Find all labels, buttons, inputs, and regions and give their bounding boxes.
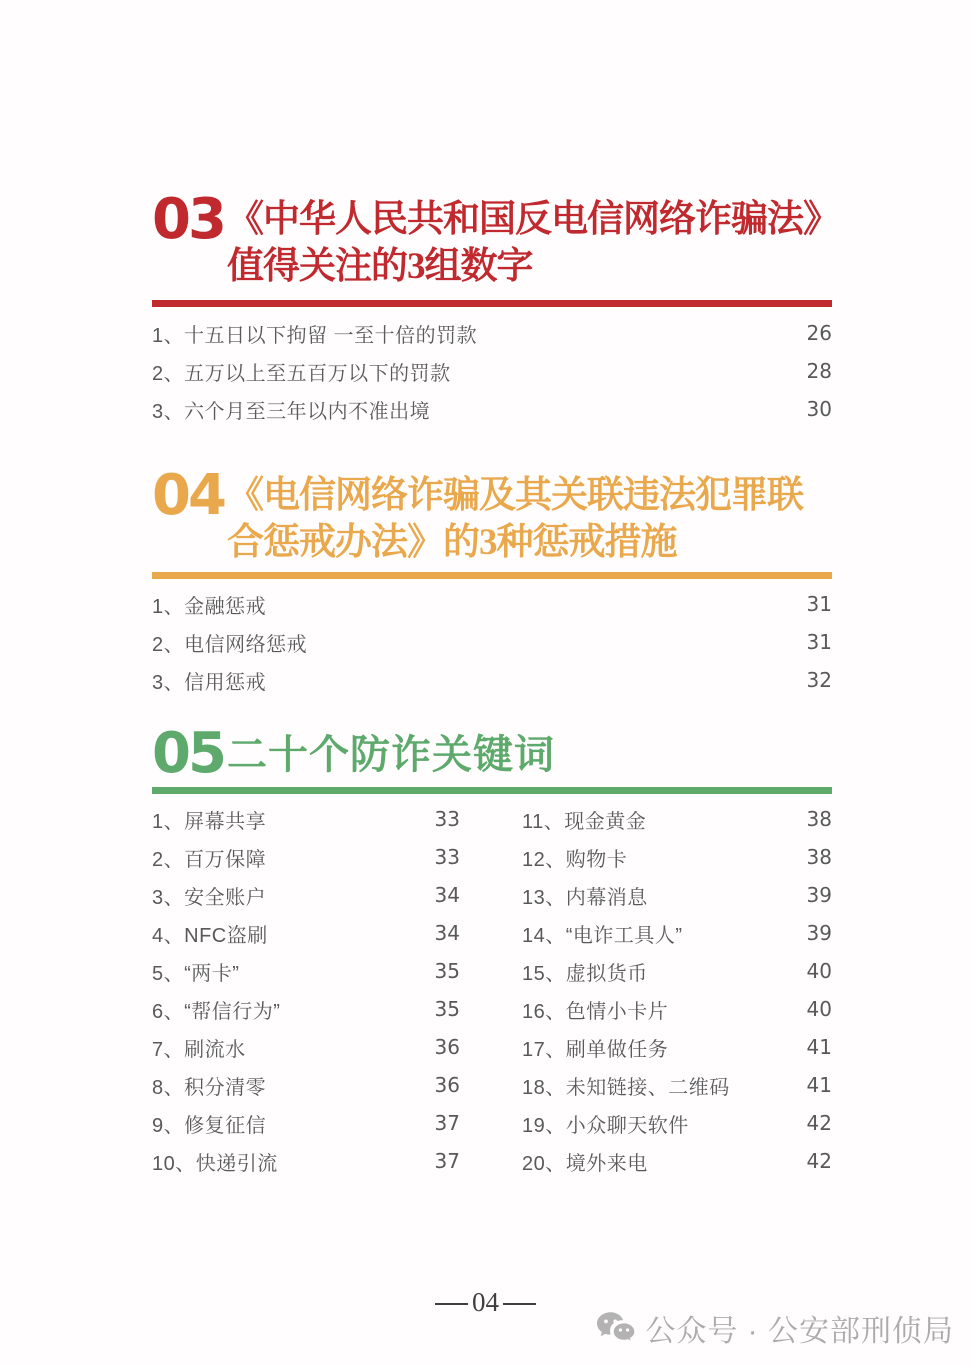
section-04-heading bbox=[152, 463, 832, 566]
toc-item-label: 18、未知链接、二维码 bbox=[522, 1076, 730, 1099]
toc-item-page: 30 bbox=[806, 397, 832, 421]
section-03-title-line1: 《中华人民共和国反电信网络诈骗法》 bbox=[227, 199, 839, 240]
page-number-dash-left bbox=[435, 1303, 468, 1305]
toc-item-label: 17、刷单做任务 bbox=[522, 1038, 669, 1061]
section-03-title-line2: 值得关注的3组数字 bbox=[227, 246, 533, 287]
toc-item-page: 35 bbox=[434, 997, 460, 1021]
toc-item bbox=[522, 838, 832, 876]
section-03 bbox=[152, 187, 839, 428]
toc-item-page: 38 bbox=[806, 807, 832, 831]
section-05-title: 二十个防诈关键词 bbox=[227, 732, 555, 777]
section-04-title-line2: 合惩戒办法》的3种惩戒措施 bbox=[227, 522, 677, 563]
toc-item-label: 2、电信网络惩戒 bbox=[152, 633, 308, 656]
toc-item-label: 1、屏幕共享 bbox=[152, 810, 267, 833]
toc-item-label: 9、修复征信 bbox=[152, 1114, 267, 1137]
section-03-number: 03 bbox=[152, 187, 224, 252]
section-05-number: 05 bbox=[152, 721, 224, 786]
toc-item-label: 1、金融惩戒 bbox=[152, 595, 267, 618]
toc-item-label: 11、现金黄金 bbox=[522, 810, 647, 833]
toc-item-label: 2、五万以上至五百万以下的罚款 bbox=[152, 362, 451, 385]
section-04-divider bbox=[152, 572, 832, 579]
toc-item-page: 34 bbox=[434, 883, 460, 907]
toc-item-label: 20、境外来电 bbox=[522, 1152, 648, 1175]
toc-item-page: 31 bbox=[806, 630, 832, 654]
toc-item-page: 38 bbox=[806, 845, 832, 869]
wechat-icon bbox=[596, 1311, 636, 1346]
toc-item bbox=[152, 585, 832, 623]
toc-item bbox=[152, 390, 832, 428]
toc-item bbox=[522, 1066, 832, 1104]
toc-item-label: 3、六个月至三年以内不准出境 bbox=[152, 400, 431, 423]
toc-item-label: 14、“电诈工具人” bbox=[522, 924, 683, 947]
toc-item-page: 41 bbox=[806, 1035, 832, 1059]
toc-item-page: 37 bbox=[434, 1111, 460, 1135]
toc-item bbox=[152, 838, 460, 876]
toc-item-page: 39 bbox=[806, 883, 832, 907]
toc-item-page: 40 bbox=[806, 959, 832, 983]
toc-item-label: 13、内幕消息 bbox=[522, 886, 648, 909]
toc-item bbox=[152, 1066, 460, 1104]
toc-item bbox=[522, 1142, 832, 1180]
section-05 bbox=[152, 721, 832, 1180]
toc-item bbox=[522, 990, 832, 1028]
toc-item-page: 33 bbox=[434, 845, 460, 869]
section-05-toc-left-column bbox=[152, 800, 460, 1180]
toc-item bbox=[152, 990, 460, 1028]
toc-item bbox=[152, 352, 832, 390]
toc-item-page: 37 bbox=[434, 1149, 460, 1173]
toc-item bbox=[152, 914, 460, 952]
section-03-toc-list bbox=[152, 314, 832, 428]
page-number-dash-right bbox=[503, 1303, 536, 1305]
toc-item-label: 8、积分清零 bbox=[152, 1076, 267, 1099]
toc-content bbox=[152, 187, 839, 1180]
toc-item bbox=[522, 800, 832, 838]
toc-item-label: 3、信用惩戒 bbox=[152, 671, 267, 694]
toc-item-page: 31 bbox=[806, 592, 832, 616]
toc-item-page: 42 bbox=[806, 1149, 832, 1173]
toc-item-label: 3、安全账户 bbox=[152, 886, 267, 909]
toc-item bbox=[152, 661, 832, 699]
section-05-toc-right-column bbox=[522, 800, 832, 1180]
toc-item bbox=[152, 1142, 460, 1180]
section-04-number: 04 bbox=[152, 463, 224, 528]
toc-item-label: 19、小众聊天软件 bbox=[522, 1114, 689, 1137]
section-04-title bbox=[227, 472, 803, 566]
section-03-title bbox=[227, 196, 839, 290]
toc-item-label: 7、刷流水 bbox=[152, 1038, 246, 1061]
toc-item bbox=[522, 876, 832, 914]
toc-item-page: 32 bbox=[806, 668, 832, 692]
toc-item bbox=[152, 952, 460, 990]
toc-item-page: 34 bbox=[434, 921, 460, 945]
toc-item-page: 26 bbox=[806, 321, 832, 345]
toc-item-label: 15、虚拟货币 bbox=[522, 962, 648, 985]
toc-item-label: 16、色情小卡片 bbox=[522, 1000, 669, 1023]
section-04 bbox=[152, 463, 832, 699]
toc-item bbox=[522, 914, 832, 952]
toc-item bbox=[522, 952, 832, 990]
toc-item-page: 33 bbox=[434, 807, 460, 831]
section-05-divider bbox=[152, 787, 832, 794]
section-05-heading bbox=[152, 721, 832, 786]
section-03-divider bbox=[152, 300, 832, 307]
toc-item bbox=[522, 1104, 832, 1142]
toc-item-label: 10、快递引流 bbox=[152, 1152, 278, 1175]
section-05-toc-columns bbox=[152, 800, 832, 1180]
toc-item bbox=[152, 623, 832, 661]
toc-item-page: 42 bbox=[806, 1111, 832, 1135]
toc-item-page: 41 bbox=[806, 1073, 832, 1097]
toc-item bbox=[152, 1028, 460, 1066]
section-04-title-line1: 《电信网络诈骗及其关联违法犯罪联 bbox=[227, 475, 803, 516]
toc-item-label: 5、“两卡” bbox=[152, 962, 240, 985]
toc-item bbox=[152, 876, 460, 914]
toc-item bbox=[152, 800, 460, 838]
toc-item bbox=[152, 1104, 460, 1142]
toc-item bbox=[522, 1028, 832, 1066]
footer-account-label: 公众号 · 公安部刑侦局 bbox=[645, 1315, 954, 1348]
toc-item-page: 39 bbox=[806, 921, 832, 945]
page-number-value: 04 bbox=[472, 1287, 499, 1317]
footer-watermark bbox=[596, 1306, 954, 1350]
toc-item-page: 36 bbox=[434, 1035, 460, 1059]
toc-item-page: 40 bbox=[806, 997, 832, 1021]
toc-item-page: 35 bbox=[434, 959, 460, 983]
toc-item-page: 36 bbox=[434, 1073, 460, 1097]
toc-item-label: 4、NFC盗刷 bbox=[152, 924, 268, 947]
section-04-toc-list bbox=[152, 585, 832, 699]
toc-item bbox=[152, 314, 832, 352]
toc-item-page: 28 bbox=[806, 359, 832, 383]
toc-item-label: 2、百万保障 bbox=[152, 848, 267, 871]
toc-item-label: 6、“帮信行为” bbox=[152, 1000, 281, 1023]
section-03-heading bbox=[152, 187, 839, 290]
toc-item-label: 1、十五日以下拘留 一至十倍的罚款 bbox=[152, 324, 478, 347]
toc-item-label: 12、购物卡 bbox=[522, 848, 628, 871]
